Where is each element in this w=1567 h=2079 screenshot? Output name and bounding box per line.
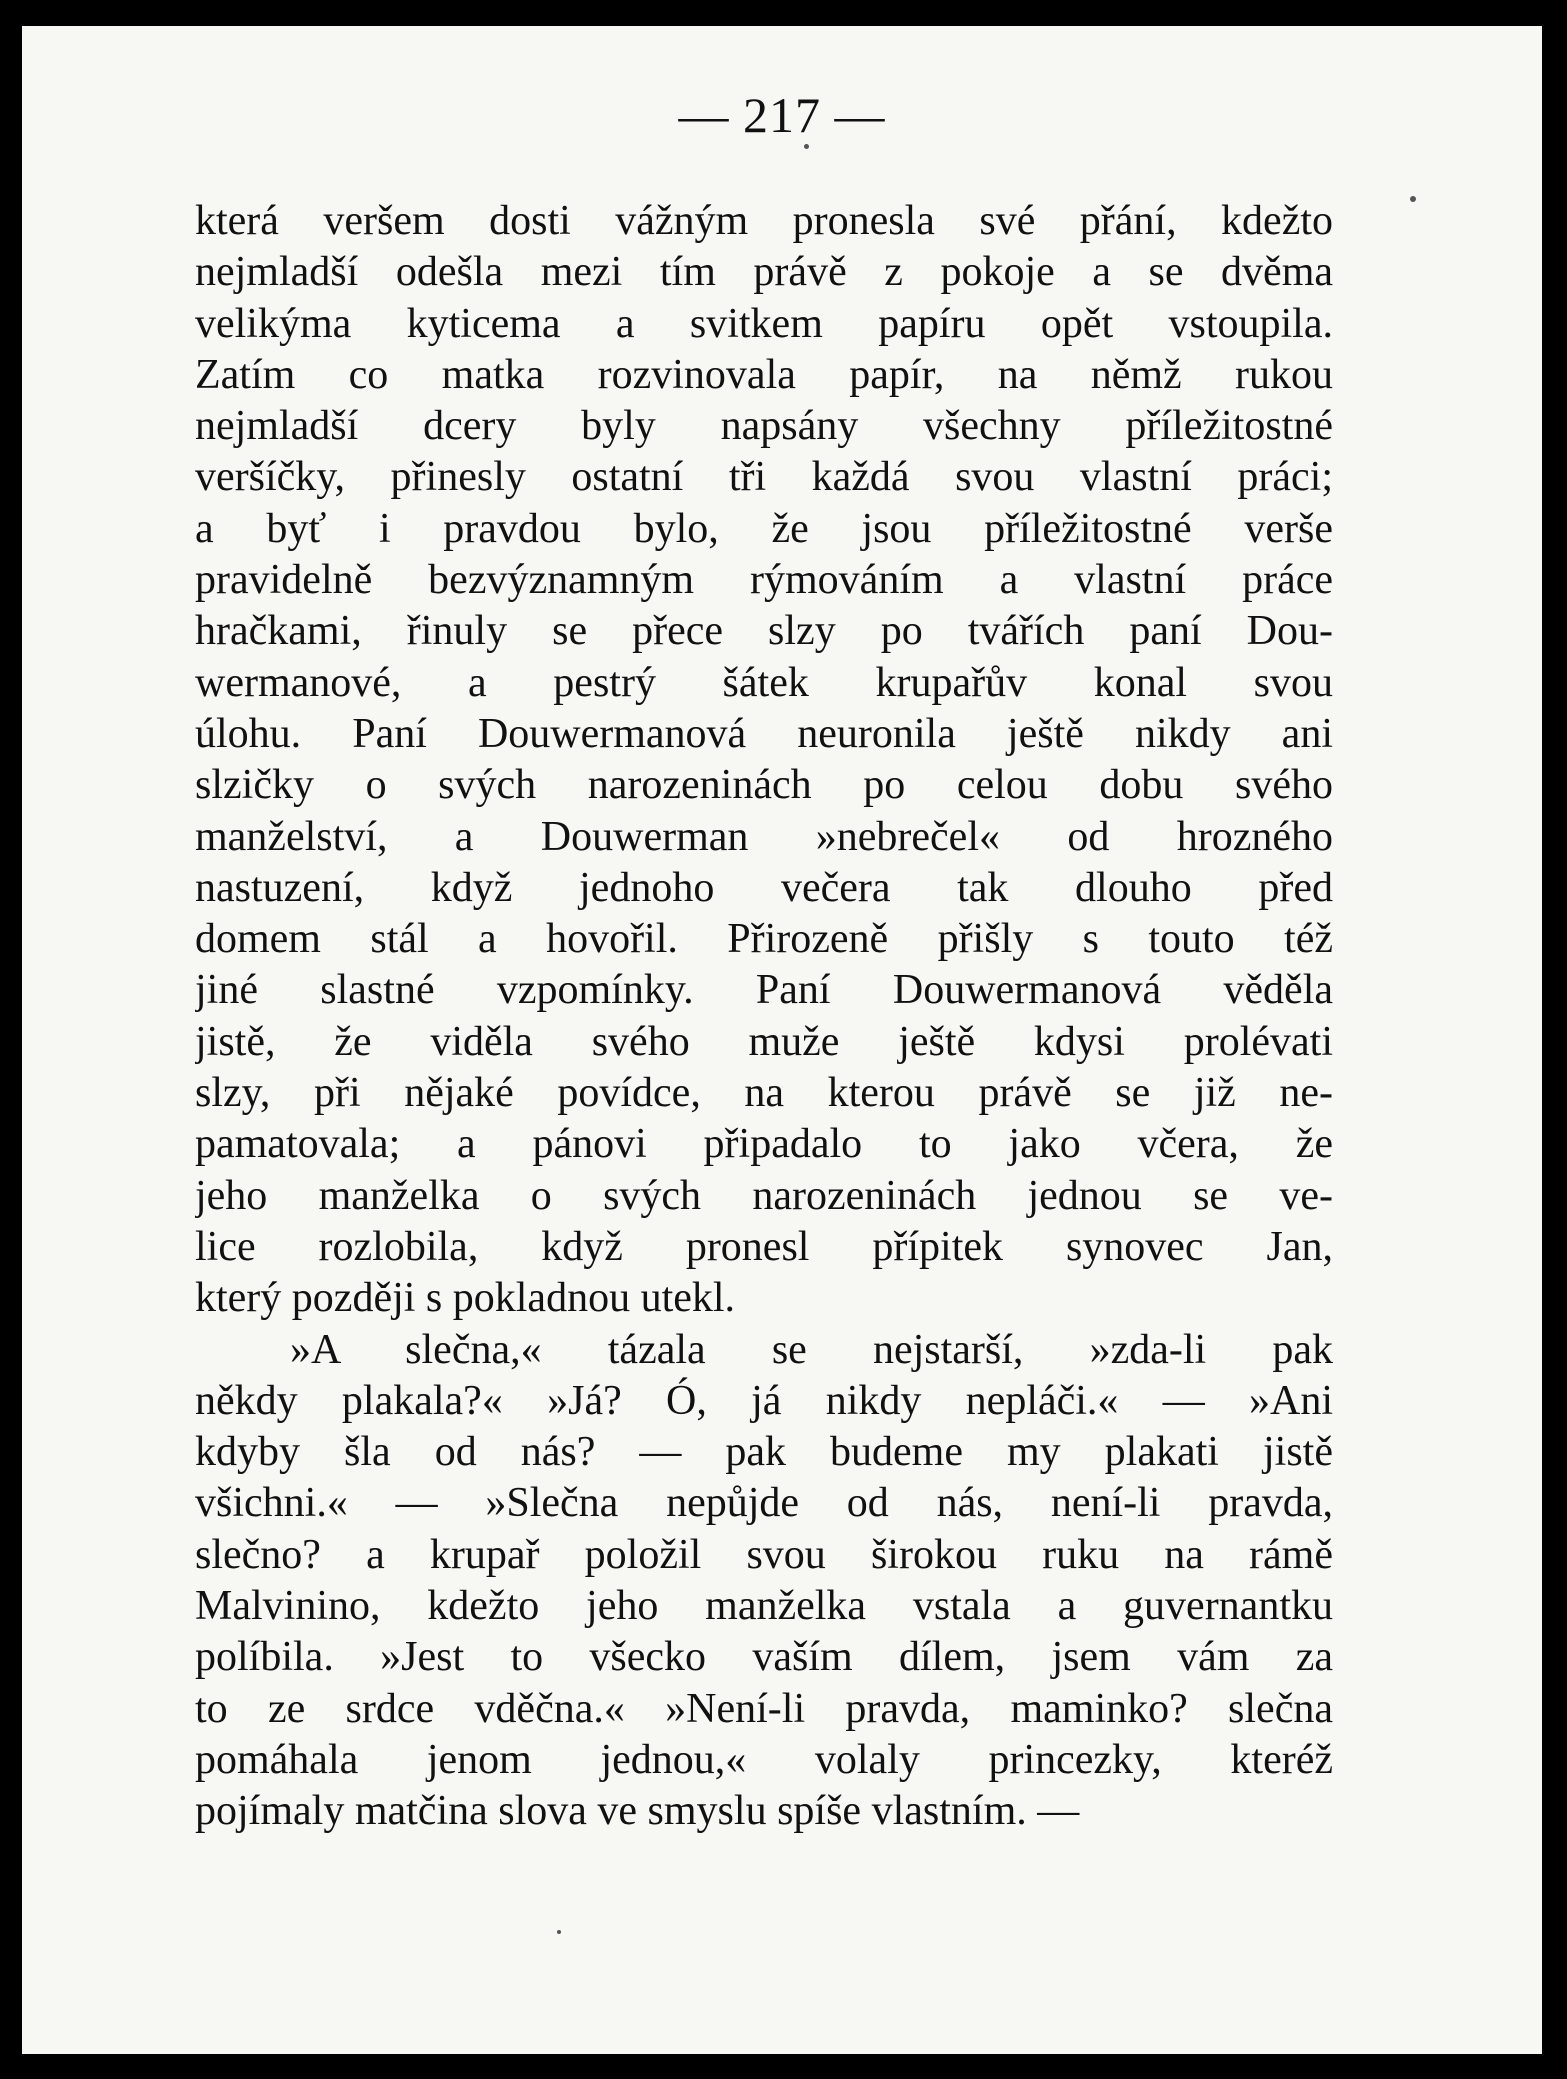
text-line: úlohu. Paní Douwermanová neuronila ještě nikdy ani — [195, 710, 1333, 757]
text-line: jeho manželka o svých narozeninách jednou se ve- — [195, 1172, 1333, 1219]
text-line: to ze srdce vděčna.« »Není-li pravda, maminko? slečna — [195, 1685, 1333, 1732]
text-line: jistě, že viděla svého muže ještě kdysi prolévati — [195, 1018, 1333, 1065]
text-line: Zatím co matka rozvinovala papír, na němž rukou — [195, 351, 1333, 398]
text-line: kdyby šla od nás? — pak budeme my plakati jistě — [195, 1429, 1333, 1476]
text-line: hračkami, řinuly se přece slzy po tvářích paní Dou- — [195, 608, 1333, 655]
text-line: nastuzení, když jednoho večera tak dlouho před — [195, 864, 1333, 911]
text-line: a byť i pravdou bylo, že jsou příležitostné verše — [195, 505, 1333, 552]
text-line: políbila. »Jest to všecko vaším dílem, jsem vám za — [195, 1634, 1333, 1681]
text-line: Malvinino, kdežto jeho manželka vstala a guvernantku — [195, 1583, 1333, 1630]
text-line: někdy plakala?« »Já? Ó, já nikdy nepláči.« — »Ani — [195, 1377, 1333, 1424]
page-text — [195, 196, 1333, 1838]
text-line: jiné slastné vzpomínky. Paní Douwermanová věděla — [195, 967, 1333, 1014]
text-line: která veršem dosti vážným pronesla své přání, kdežto — [195, 198, 1333, 244]
text-line: veršíčky, přinesly ostatní tři každá svou vlastní práci; — [195, 454, 1333, 501]
text-line: pojímaly matčina slova ve smyslu spíše vlastním. — — [195, 1788, 1080, 1835]
text-line: wermanové, a pestrý šátek krupařův konal svou — [195, 659, 1333, 706]
text-line: který později s pokladnou utekl. — [195, 1275, 736, 1322]
text-line: pomáhala jenom jednou,« volaly princezky, kteréž — [195, 1736, 1333, 1783]
text-line: nejmladší dcery byly napsány všechny příležitostné — [195, 403, 1333, 450]
text-line: domem stál a hovořil. Přirozeně přišly s touto též — [195, 916, 1333, 963]
text-line: lice rozlobila, když pronesl přípitek synovec Jan, — [195, 1223, 1333, 1270]
scan-speck — [1410, 196, 1416, 202]
text-line: slečno? a krupař položil svou širokou ruku na rámě — [195, 1531, 1333, 1578]
text-line: slzičky o svých narozeninách po celou dobu svého — [195, 762, 1333, 809]
text-line: manželství, a Douwerman »nebrečel« od hrozného — [195, 813, 1333, 860]
scan-speck — [804, 144, 809, 149]
text-line-paragraph-start: »A slečna,« tázala se nejstarší, »zda-li pak — [290, 1326, 1333, 1373]
text-line: velikýma kyticema a svitkem papíru opět vstoupila. — [195, 300, 1333, 347]
text-line: slzy, při nějaké povídce, na kterou právě se již ne- — [195, 1070, 1333, 1117]
text-line: pravidelně bezvýznamným rýmováním a vlastní práce — [195, 557, 1333, 604]
text-line: pamatovala; a pánovi připadalo to jako včera, že — [195, 1121, 1333, 1168]
text-line: všichni.« — »Slečna nepůjde od nás, není-li pravda, — [195, 1480, 1333, 1527]
book-page — [22, 26, 1542, 2054]
text-line: nejmladší odešla mezi tím právě z pokoje a se dvěma — [195, 249, 1333, 296]
scan-speck — [557, 1930, 561, 1934]
page-number: — 217 — — [678, 87, 886, 143]
